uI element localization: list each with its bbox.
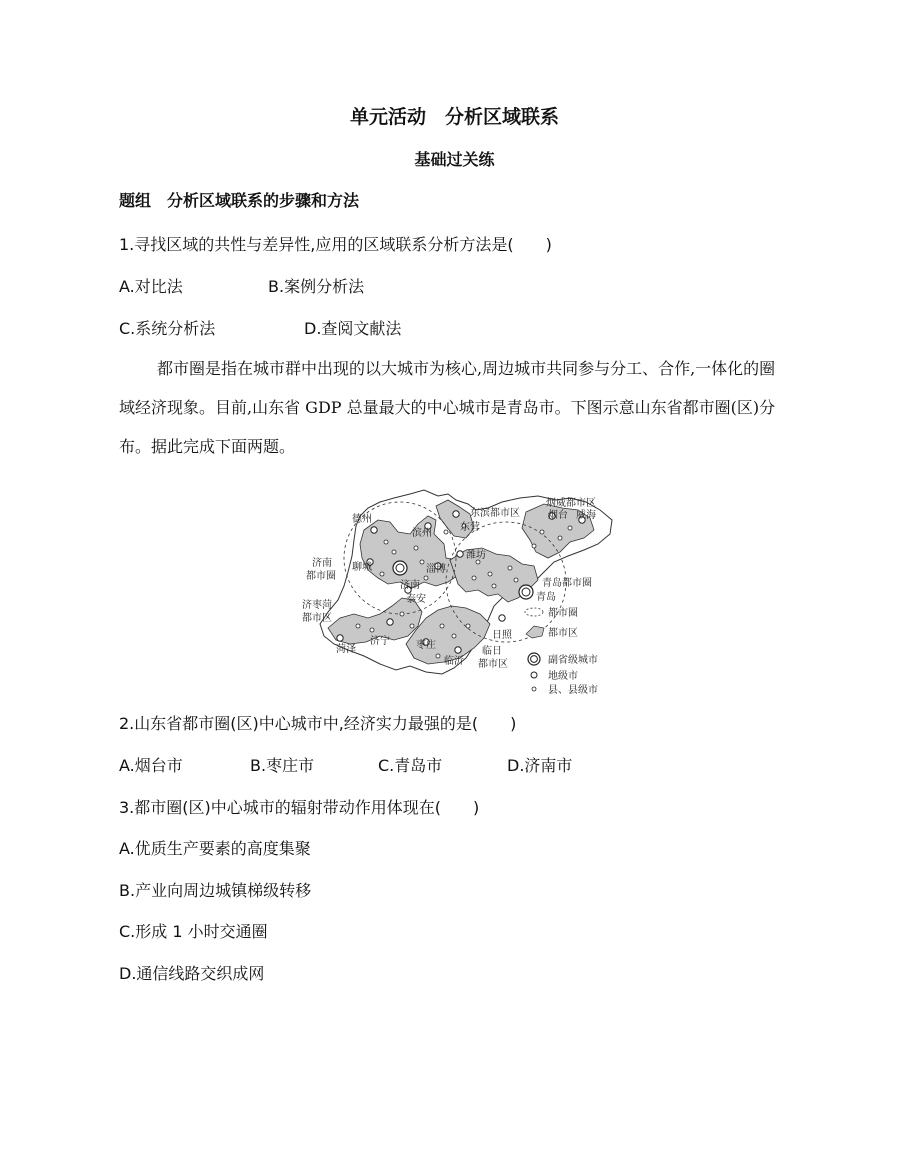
question-3-option-d: D.通信线路交织成网 xyxy=(119,964,265,983)
label-qingdao: 青岛 xyxy=(536,592,556,603)
legend-sub-provincial-inner xyxy=(531,656,538,663)
label-linri-line2: 都市区 xyxy=(478,659,508,670)
label-jining: 济宁 xyxy=(370,636,390,647)
label-jinan-circle-line1: 济南 xyxy=(312,558,332,569)
label-liaocheng: 聊城 xyxy=(352,562,372,573)
legend-prefecture-symbol xyxy=(531,672,537,678)
legend-area-label: 都市区 xyxy=(548,628,578,639)
label-rizhao: 日照 xyxy=(492,630,512,641)
question-1-option-b: B.案例分析法 xyxy=(268,277,365,296)
city-qingdao-marker-inner xyxy=(522,588,530,596)
label-dongying: 东营 xyxy=(460,522,480,533)
question-2-option-d: D.济南市 xyxy=(507,756,573,775)
question-1-stem: 1.寻找区域的共性与差异性,应用的区域联系分析方法是( ) xyxy=(119,235,552,254)
question-1-option-a: A.对比法 xyxy=(119,277,183,296)
question-2-stem: 2.山东省都市圈(区)中心城市中,经济实力最强的是( ) xyxy=(119,714,517,733)
material-paragraph xyxy=(119,349,789,466)
label-weifang: 潍坊 xyxy=(466,550,486,561)
legend-prefecture-label: 地级市 xyxy=(548,671,578,682)
label-zibo: 淄博 xyxy=(426,564,446,575)
legend-sub-provincial-label: 副省级城市 xyxy=(548,655,598,666)
map-legend xyxy=(525,606,598,696)
legend-county-symbol xyxy=(532,687,536,691)
label-yanwei-area: 烟威都市区 xyxy=(546,498,596,509)
legend-county-label: 县、县级市 xyxy=(548,685,598,696)
label-jinan-circle-line2: 都市圈 xyxy=(306,571,336,582)
label-heze: 菏泽 xyxy=(336,644,356,655)
page-subtitle: 基础过关练 xyxy=(414,150,495,169)
question-3-option-a: A.优质生产要素的高度集聚 xyxy=(119,839,311,858)
label-taian: 泰安 xyxy=(406,594,426,605)
label-yantai: 烟台 xyxy=(548,510,568,521)
question-1-option-d: D.查阅文献法 xyxy=(304,319,402,338)
shandong-metro-map xyxy=(298,486,613,698)
label-binzhou: 滨州 xyxy=(412,528,432,539)
city-jinan-marker-inner xyxy=(396,564,404,572)
question-1-option-c: C.系统分析法 xyxy=(119,319,216,338)
question-3-option-c: C.形成 1 小时交通圈 xyxy=(119,922,268,941)
label-dongbin-area: 东滨都市区 xyxy=(470,508,520,519)
label-jizaohe-line1: 济枣菏 xyxy=(302,600,332,611)
legend-area-symbol xyxy=(526,626,544,638)
label-dezhou: 德州 xyxy=(352,514,372,525)
material-paragraph-text: 都市圈是指在城市群中出现的以大城市为核心,周边城市共同参与分工、合作,一体化的圈域经济现象。目前,山东省 GDP 总量最大的中心城市是青岛市。下图示意山东省都市圈(区)分布。据此完成下面两题。 xyxy=(119,359,776,456)
legend-circle-symbol xyxy=(525,608,543,616)
question-3-option-b: B.产业向周边城镇梯级转移 xyxy=(119,881,312,900)
section-heading: 题组 分析区域联系的步骤和方法 xyxy=(119,191,360,210)
label-jizaohe-line2: 都市区 xyxy=(302,613,332,624)
label-jinan: 济南 xyxy=(400,580,420,591)
label-zaozhuang: 枣庄 xyxy=(416,640,436,651)
label-linri-line1: 临日 xyxy=(482,646,502,657)
question-2-option-a: A.烟台市 xyxy=(119,756,183,775)
page-title: 单元活动 分析区域联系 xyxy=(349,106,559,128)
legend-circle-label: 都市圈 xyxy=(548,608,578,619)
question-2-option-b: B.枣庄市 xyxy=(250,756,315,775)
label-linyi: 临沂 xyxy=(444,656,464,667)
question-3-stem: 3.都市圈(区)中心城市的辐射带动作用体现在( ) xyxy=(119,798,480,817)
question-2-option-c: C.青岛市 xyxy=(378,756,443,775)
label-qingdao-circle: 青岛都市圈 xyxy=(542,578,592,589)
label-weihai: 威海 xyxy=(576,510,596,521)
